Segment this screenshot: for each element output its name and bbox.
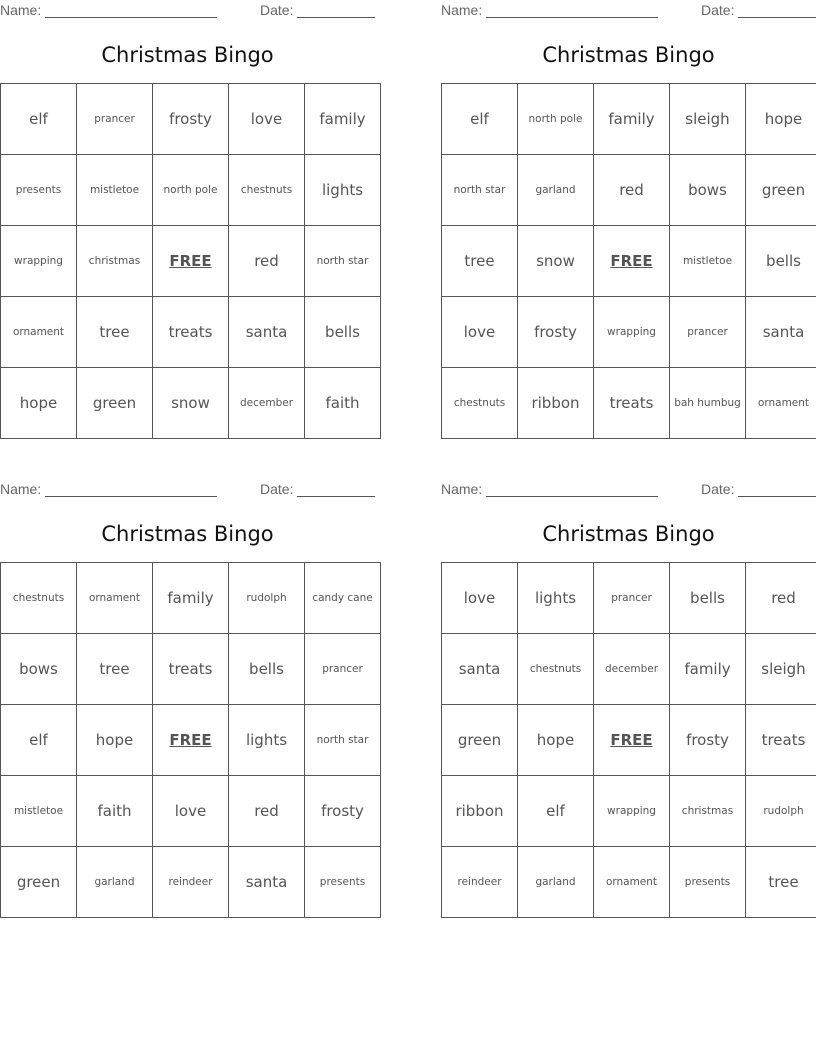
- free-space-cell: FREE: [594, 705, 670, 776]
- grid-cell: prancer: [670, 297, 746, 368]
- grid-cell: ribbon: [442, 776, 518, 847]
- grid-cell: mistletoe: [1, 776, 77, 847]
- grid-row: [1, 847, 381, 918]
- grid-cell: red: [594, 155, 670, 226]
- grid-cell: garland: [77, 847, 153, 918]
- grid-row: [442, 155, 816, 226]
- grid-cell: treats: [153, 634, 229, 705]
- bingo-grid: [441, 83, 816, 439]
- grid-cell: rudolph: [746, 776, 816, 847]
- name-date-row: [441, 2, 816, 20]
- grid-cell: lights: [229, 705, 305, 776]
- grid-cell: ornament: [77, 563, 153, 634]
- grid-cell: red: [229, 776, 305, 847]
- grid-cell: snow: [153, 368, 229, 439]
- grid-cell: love: [442, 297, 518, 368]
- grid-cell: snow: [518, 226, 594, 297]
- grid-cell: north pole: [153, 155, 229, 226]
- grid-cell: love: [229, 84, 305, 155]
- date-label: Date:: [701, 481, 735, 497]
- date-blank-line: [297, 17, 375, 18]
- grid-cell: santa: [746, 297, 816, 368]
- grid-cell: bows: [1, 634, 77, 705]
- grid-cell: frosty: [305, 776, 381, 847]
- grid-cell: hope: [746, 84, 816, 155]
- grid-cell: bows: [670, 155, 746, 226]
- grid-row: [442, 705, 816, 776]
- grid-cell: green: [746, 155, 816, 226]
- grid-row: [1, 297, 381, 368]
- grid-cell: chestnuts: [229, 155, 305, 226]
- grid-cell: lights: [518, 563, 594, 634]
- grid-row: [442, 368, 816, 439]
- grid-cell: christmas: [670, 776, 746, 847]
- free-space-cell: FREE: [594, 226, 670, 297]
- grid-row: [1, 84, 381, 155]
- grid-cell: hope: [77, 705, 153, 776]
- name-date-row: [0, 2, 375, 20]
- grid-cell: frosty: [670, 705, 746, 776]
- grid-cell: rudolph: [229, 563, 305, 634]
- bingo-card: [0, 479, 375, 919]
- grid-cell: presents: [305, 847, 381, 918]
- grid-row: [1, 634, 381, 705]
- grid-cell: candy cane: [305, 563, 381, 634]
- grid-cell: santa: [442, 634, 518, 705]
- grid-cell: north star: [305, 226, 381, 297]
- grid-cell: garland: [518, 847, 594, 918]
- grid-cell: prancer: [77, 84, 153, 155]
- grid-cell: love: [153, 776, 229, 847]
- date-label: Date:: [260, 2, 294, 18]
- grid-row: [1, 776, 381, 847]
- grid-cell: bah humbug: [670, 368, 746, 439]
- grid-cell: garland: [518, 155, 594, 226]
- grid-cell: elf: [518, 776, 594, 847]
- free-space-cell: FREE: [153, 705, 229, 776]
- grid-cell: mistletoe: [77, 155, 153, 226]
- grid-cell: treats: [153, 297, 229, 368]
- grid-cell: bells: [229, 634, 305, 705]
- name-blank-line: [486, 17, 658, 18]
- grid-cell: red: [229, 226, 305, 297]
- grid-cell: tree: [77, 634, 153, 705]
- grid-row: [442, 563, 816, 634]
- grid-cell: treats: [746, 705, 816, 776]
- grid-cell: ornament: [594, 847, 670, 918]
- grid-cell: family: [305, 84, 381, 155]
- free-space-cell: FREE: [153, 226, 229, 297]
- grid-cell: family: [670, 634, 746, 705]
- grid-cell: family: [594, 84, 670, 155]
- grid-cell: presents: [670, 847, 746, 918]
- grid-row: [1, 705, 381, 776]
- grid-cell: elf: [1, 84, 77, 155]
- grid-cell: sleigh: [746, 634, 816, 705]
- grid-row: [1, 155, 381, 226]
- grid-cell: tree: [442, 226, 518, 297]
- grid-cell: chestnuts: [442, 368, 518, 439]
- grid-cell: santa: [229, 297, 305, 368]
- name-blank-line: [486, 496, 658, 497]
- grid-cell: green: [77, 368, 153, 439]
- grid-cell: mistletoe: [670, 226, 746, 297]
- grid-cell: tree: [746, 847, 816, 918]
- bingo-grid: [441, 562, 816, 918]
- grid-cell: santa: [229, 847, 305, 918]
- name-blank-line: [45, 17, 217, 18]
- grid-cell: ornament: [746, 368, 816, 439]
- grid-cell: north star: [305, 705, 381, 776]
- grid-cell: sleigh: [670, 84, 746, 155]
- grid-cell: treats: [594, 368, 670, 439]
- grid-cell: december: [229, 368, 305, 439]
- grid-cell: ribbon: [518, 368, 594, 439]
- grid-row: [1, 226, 381, 297]
- grid-cell: wrapping: [1, 226, 77, 297]
- grid-row: [442, 776, 816, 847]
- card-title: Christmas Bingo: [542, 43, 715, 67]
- name-label: Name:: [441, 481, 483, 497]
- name-date-row: [0, 481, 375, 499]
- bingo-card: [441, 0, 816, 440]
- grid-cell: reindeer: [153, 847, 229, 918]
- name-label: Name:: [0, 481, 42, 497]
- grid-cell: hope: [1, 368, 77, 439]
- grid-cell: green: [442, 705, 518, 776]
- grid-cell: presents: [1, 155, 77, 226]
- grid-cell: wrapping: [594, 776, 670, 847]
- grid-cell: faith: [305, 368, 381, 439]
- grid-cell: north pole: [518, 84, 594, 155]
- card-title: Christmas Bingo: [101, 522, 274, 546]
- grid-cell: bells: [670, 563, 746, 634]
- name-label: Name:: [0, 2, 42, 18]
- grid-cell: lights: [305, 155, 381, 226]
- grid-cell: christmas: [77, 226, 153, 297]
- date-label: Date:: [701, 2, 735, 18]
- grid-cell: elf: [1, 705, 77, 776]
- grid-cell: december: [594, 634, 670, 705]
- grid-cell: reindeer: [442, 847, 518, 918]
- name-label: Name:: [441, 2, 483, 18]
- grid-cell: red: [746, 563, 816, 634]
- grid-row: [442, 84, 816, 155]
- grid-cell: tree: [77, 297, 153, 368]
- grid-row: [1, 368, 381, 439]
- date-blank-line: [738, 17, 816, 18]
- name-blank-line: [45, 496, 217, 497]
- bingo-card: [441, 479, 816, 919]
- grid-cell: frosty: [153, 84, 229, 155]
- grid-cell: faith: [77, 776, 153, 847]
- grid-row: [1, 563, 381, 634]
- grid-cell: bells: [305, 297, 381, 368]
- date-blank-line: [738, 496, 816, 497]
- grid-row: [442, 297, 816, 368]
- grid-cell: family: [153, 563, 229, 634]
- grid-row: [442, 847, 816, 918]
- date-label: Date:: [260, 481, 294, 497]
- card-title: Christmas Bingo: [542, 522, 715, 546]
- grid-cell: elf: [442, 84, 518, 155]
- grid-cell: north star: [442, 155, 518, 226]
- grid-cell: ornament: [1, 297, 77, 368]
- bingo-card: [0, 0, 375, 440]
- grid-cell: love: [442, 563, 518, 634]
- grid-cell: green: [1, 847, 77, 918]
- date-blank-line: [297, 496, 375, 497]
- bingo-grid: [0, 562, 381, 918]
- bingo-grid: [0, 83, 381, 439]
- grid-row: [442, 634, 816, 705]
- grid-cell: chestnuts: [518, 634, 594, 705]
- grid-cell: hope: [518, 705, 594, 776]
- grid-cell: frosty: [518, 297, 594, 368]
- card-title: Christmas Bingo: [101, 43, 274, 67]
- grid-cell: prancer: [305, 634, 381, 705]
- name-date-row: [441, 481, 816, 499]
- grid-row: [442, 226, 816, 297]
- grid-cell: prancer: [594, 563, 670, 634]
- grid-cell: wrapping: [594, 297, 670, 368]
- grid-cell: chestnuts: [1, 563, 77, 634]
- grid-cell: bells: [746, 226, 816, 297]
